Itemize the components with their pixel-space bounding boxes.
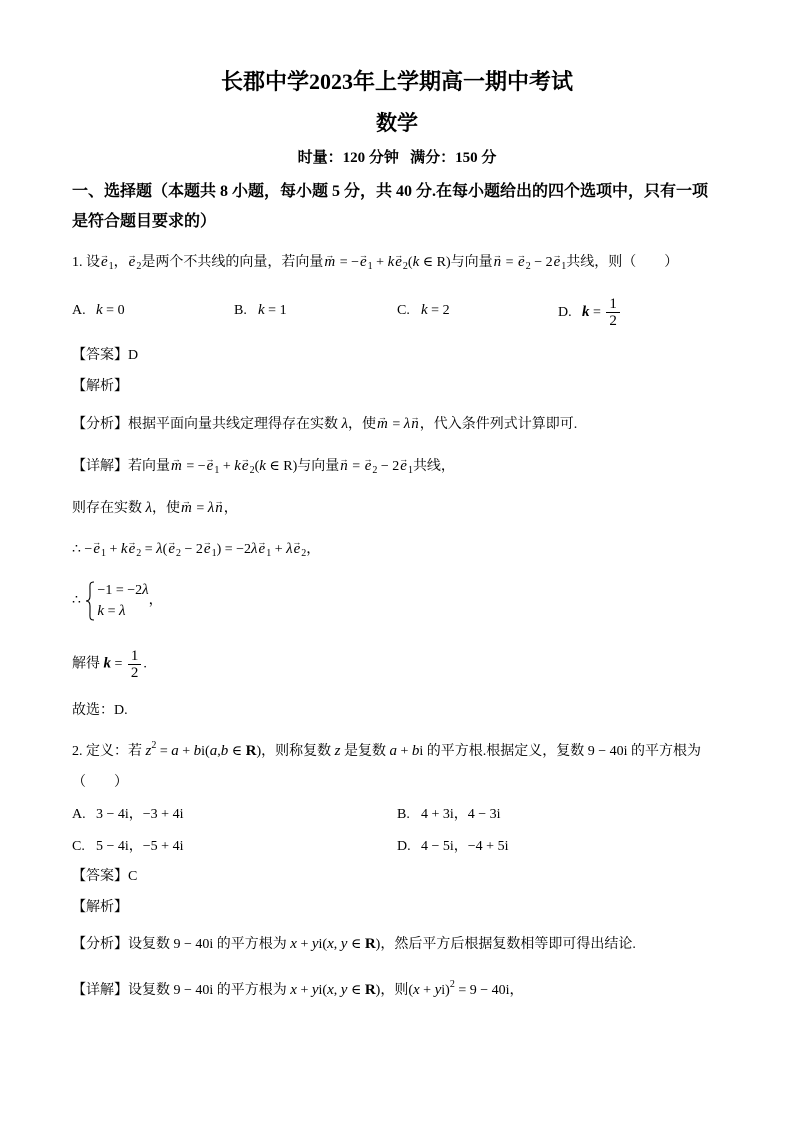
text-run: 5 − 4i，−5 + 4i (96, 839, 184, 854)
text-run: 解得 (72, 656, 104, 672)
text-run: i) (441, 983, 450, 998)
text-run: − 2 (180, 542, 203, 557)
question-1-solve-line (72, 648, 147, 681)
text-run: 【分析】根据平面向量共线定理得存在实数 (72, 417, 342, 432)
vector-symbol: → e (167, 539, 176, 559)
question-2-solution-heading: 【解析】 (72, 900, 128, 915)
math-variable: z (145, 743, 152, 759)
math-variable: y (340, 982, 348, 998)
text-run: = − (336, 255, 359, 270)
text-run: 4 − 5i，−4 + 5i (421, 839, 509, 854)
vector-symbol: → e (517, 252, 526, 272)
vector-symbol: → e (359, 252, 368, 272)
math-variable: b (193, 743, 202, 759)
math-variable: y (311, 982, 319, 998)
option-content (421, 807, 501, 822)
text-run: , (333, 983, 341, 998)
question-2-stem (72, 736, 701, 762)
option-label: C. (397, 303, 410, 318)
question-1-option-d (558, 296, 622, 329)
vector-symbol: → e (293, 539, 302, 559)
math-variable: k (97, 603, 105, 619)
question-1-choice: 故选：D. (72, 703, 128, 718)
text-run: + (396, 744, 412, 759)
subscript: 1 (211, 548, 217, 559)
text-run: . (143, 656, 147, 672)
question-2-option-a (72, 805, 183, 825)
question-2-analysis (72, 934, 636, 955)
cases-row-2 (97, 601, 148, 622)
text-run: = (192, 501, 208, 516)
subscript: 2 (372, 465, 378, 476)
fraction-numerator: 1 (606, 296, 620, 313)
math-variable: k (103, 655, 111, 672)
text-run: 【详解】设复数 9 − 40i 的平方根为 (72, 983, 291, 998)
section-heading-line-1: 一、选择题（本题共 8 小题，每小题 5 分，共 40 分.在每小题给出的四个选项中，只有一项 (72, 183, 709, 200)
question-1-stem (72, 252, 678, 277)
vector-symbol: → n (493, 252, 503, 272)
text-run: )，然后平方后根据复数相等即可得出结论. (375, 937, 636, 952)
text-run: 4 + 3i，4 − 3i (421, 807, 501, 822)
text-run: i( (318, 937, 328, 952)
vector-symbol: → n (339, 456, 349, 476)
math-variable: x (327, 936, 334, 952)
text-run: ∴ (72, 593, 85, 608)
math-variable: λ (251, 541, 258, 557)
section-heading-line-2: 是符合题目要求的） (72, 213, 217, 230)
superscript: 2 (449, 979, 455, 990)
text-run: 共线， (412, 459, 455, 474)
vector-symbol: → m (170, 456, 183, 476)
math-variable: b (220, 743, 229, 759)
math-variable: k (421, 302, 428, 318)
text-run: )，则( (375, 983, 413, 998)
cases-brace (85, 581, 95, 621)
question-1-option-b (234, 300, 287, 321)
math-variable: a (171, 743, 179, 759)
subscript: 1 (561, 261, 567, 272)
math-variable: k (582, 303, 590, 320)
option-label: D. (558, 304, 572, 320)
text-run: ∈ (347, 983, 365, 998)
exam-title: 长郡中学2023年上学期高一期中考试 (220, 69, 573, 94)
text-run: = (589, 304, 605, 320)
math-variable: k (234, 458, 241, 474)
math-variable: x (413, 982, 420, 998)
math-set-symbol: R (245, 743, 257, 759)
option-content (582, 296, 622, 329)
math-variable: λ (145, 500, 152, 516)
text-run: + (372, 255, 388, 270)
text-run: −1 = −2 (97, 583, 143, 598)
option-content (96, 839, 183, 854)
subscript: 2 (136, 548, 142, 559)
text-run: , (333, 937, 341, 952)
text-run: i( (201, 744, 210, 759)
math-variable: x (290, 982, 297, 998)
math-set-symbol: R (364, 936, 376, 952)
text-run: + (105, 542, 121, 557)
text-run: 是复数 (340, 744, 390, 759)
subscript: 2 (525, 261, 531, 272)
vector-symbol: → e (364, 456, 373, 476)
math-variable: b (411, 743, 420, 759)
math-variable: λ (403, 416, 411, 432)
option-content (421, 303, 450, 318)
text-run: ， (113, 255, 128, 270)
math-variable: k (387, 254, 395, 270)
math-variable: k (120, 541, 128, 557)
subscript: 1 (407, 465, 413, 476)
text-run: 3 − 4i，−3 + 4i (96, 807, 184, 822)
fraction-denominator: 2 (130, 665, 139, 681)
vector-symbol: → e (553, 252, 562, 272)
math-variable: λ (119, 603, 126, 619)
vector-symbol: → e (394, 252, 403, 272)
text-run: i( (318, 983, 328, 998)
text-run: + (178, 744, 194, 759)
text-run: ( (254, 459, 260, 474)
subject-title: 数学 (376, 111, 418, 135)
text-run: , (217, 744, 221, 759)
math-variable: z (334, 743, 341, 759)
question-1-equation-system (72, 580, 163, 622)
fraction (606, 296, 620, 329)
math-variable: y (311, 936, 319, 952)
fraction-denominator: 2 (609, 313, 617, 329)
text-run: = (104, 604, 119, 619)
vector-symbol: → e (399, 456, 408, 476)
vector-symbol: → e (92, 539, 101, 559)
question-1-detail-line-1 (72, 456, 455, 481)
question-1-solution-heading: 【解析】 (72, 379, 128, 394)
math-variable: y (434, 982, 442, 998)
text-run: ( (162, 542, 168, 557)
text-run: ∈ R) (265, 459, 298, 474)
math-variable: x (290, 936, 297, 952)
cases-rows (97, 580, 148, 622)
superscript: 2 (151, 740, 157, 751)
fraction (128, 648, 142, 681)
vector-symbol: → e (241, 456, 250, 476)
subscript: 2 (249, 465, 255, 476)
text-run: ( (407, 255, 413, 270)
vector-symbol: → n (410, 414, 420, 434)
question-1-detail-line-2 (72, 498, 238, 519)
text-run: ，使 (152, 501, 180, 516)
text-run: 是两个不共线的向量，若向量 (141, 255, 324, 270)
subscript: 2 (301, 548, 307, 559)
math-variable: k (258, 302, 265, 318)
question-1-answer: 【答案】D (72, 348, 139, 363)
question-1-option-c (397, 300, 450, 321)
math-variable: λ (341, 416, 348, 432)
text-run: + (419, 983, 435, 998)
subscript: 1 (266, 548, 272, 559)
text-run: − 2 (377, 459, 400, 474)
text-run: ， (148, 593, 163, 608)
text-run: 【分析】设复数 9 − 40i 的平方根为 (72, 937, 291, 952)
subscript: 1 (367, 261, 373, 272)
text-run: 与向量 (297, 459, 340, 474)
subscript: 2 (402, 261, 408, 272)
cases-suffix (149, 591, 163, 611)
math-variable: k (259, 458, 266, 474)
text-run: + (219, 459, 235, 474)
option-label: A. (72, 303, 86, 318)
text-run: ∈ R) (419, 255, 451, 270)
option-label: B. (234, 303, 247, 318)
text-run: 2. 定义：若 (72, 744, 146, 759)
fraction-numerator: 1 (128, 648, 142, 665)
math-variable: y (340, 936, 348, 952)
math-variable: λ (286, 541, 293, 557)
math-variable: k (412, 254, 420, 270)
option-label: D. (397, 839, 411, 854)
vector-symbol: → m (323, 252, 336, 272)
subscript: 1 (214, 465, 220, 476)
math-variable: λ (142, 582, 149, 598)
text-run: i 的平方根.根据定义，复数 9 − 40i 的平方根为 (419, 744, 702, 759)
math-variable: k (96, 302, 103, 318)
text-run: = 1 (264, 303, 287, 318)
question-2-option-c (72, 837, 183, 857)
text-run: 与向量 (450, 255, 493, 270)
question-1-option-a (72, 300, 125, 321)
text-run: ，代入条件列式计算即可. (419, 417, 578, 432)
option-content (258, 303, 287, 318)
vector-symbol: → e (128, 539, 137, 559)
cases-row-1 (97, 580, 148, 601)
text-run: + (271, 542, 287, 557)
question-2-answer: 【答案】C (72, 869, 138, 884)
question-1-detail-line-3 (72, 539, 320, 564)
option-content (96, 807, 183, 822)
vector-symbol: → m (376, 414, 389, 434)
text-run: 1. 设 (72, 255, 100, 270)
question-2-answer-blank: （ ） (72, 775, 128, 790)
option-label: C. (72, 839, 85, 854)
text-run: ，则称复数 (261, 744, 335, 759)
text-run: ∴ − (72, 542, 93, 557)
vector-symbol: → e (203, 539, 212, 559)
therefore-symbol (72, 591, 84, 611)
text-run: ，使 (348, 417, 376, 432)
text-run: 【详解】若向量 (72, 459, 170, 474)
math-variable: a (209, 743, 218, 759)
subscript: 2 (136, 261, 142, 272)
vector-symbol: → e (128, 252, 137, 272)
subscript: 1 (108, 261, 114, 272)
math-variable: a (389, 743, 397, 759)
question-2-detail-line-1 (72, 975, 524, 1001)
option-content (421, 839, 508, 854)
text-run: = − (182, 459, 206, 474)
text-run: = (348, 459, 364, 474)
vector-symbol: → n (214, 498, 224, 518)
option-content (96, 303, 125, 318)
exam-duration-and-score: 时量：120 分钟 满分：150 分 (297, 150, 497, 166)
math-variable: λ (207, 500, 215, 516)
text-run: = (156, 744, 172, 759)
subscript: 2 (175, 548, 181, 559)
option-label: B. (397, 807, 410, 822)
text-run: ) (256, 744, 262, 759)
text-run: + (296, 937, 312, 952)
text-run: = 9 − 40i， (454, 983, 524, 998)
math-variable: x (327, 982, 334, 998)
vector-symbol: → e (206, 456, 215, 476)
text-run: 则存在实数 (72, 501, 146, 516)
text-run: = (388, 417, 404, 432)
math-variable: λ (156, 541, 163, 557)
vector-symbol: → e (258, 539, 267, 559)
text-run: − 2 (530, 255, 553, 270)
vector-symbol: → e (100, 252, 109, 272)
text-run: = 0 (102, 303, 125, 318)
text-run: ∈ (228, 744, 246, 759)
subscript: 1 (100, 548, 106, 559)
question-2-option-d (397, 837, 508, 857)
text-run: ) = −2 (216, 542, 252, 557)
text-run: = (111, 656, 126, 672)
text-run: ， (306, 542, 321, 557)
question-1-analysis (72, 414, 577, 435)
question-2-option-b (397, 805, 501, 825)
text-run: = (141, 542, 157, 557)
text-run: = 2 (427, 303, 450, 318)
text-run: 共线，则（ ） (566, 255, 679, 270)
text-run: ， (223, 501, 238, 516)
vector-symbol: → m (180, 498, 193, 518)
text-run: ∈ (347, 937, 365, 952)
text-run: = (502, 255, 518, 270)
math-set-symbol: R (364, 982, 376, 998)
text-run: + (296, 983, 312, 998)
option-label: A. (72, 807, 86, 822)
